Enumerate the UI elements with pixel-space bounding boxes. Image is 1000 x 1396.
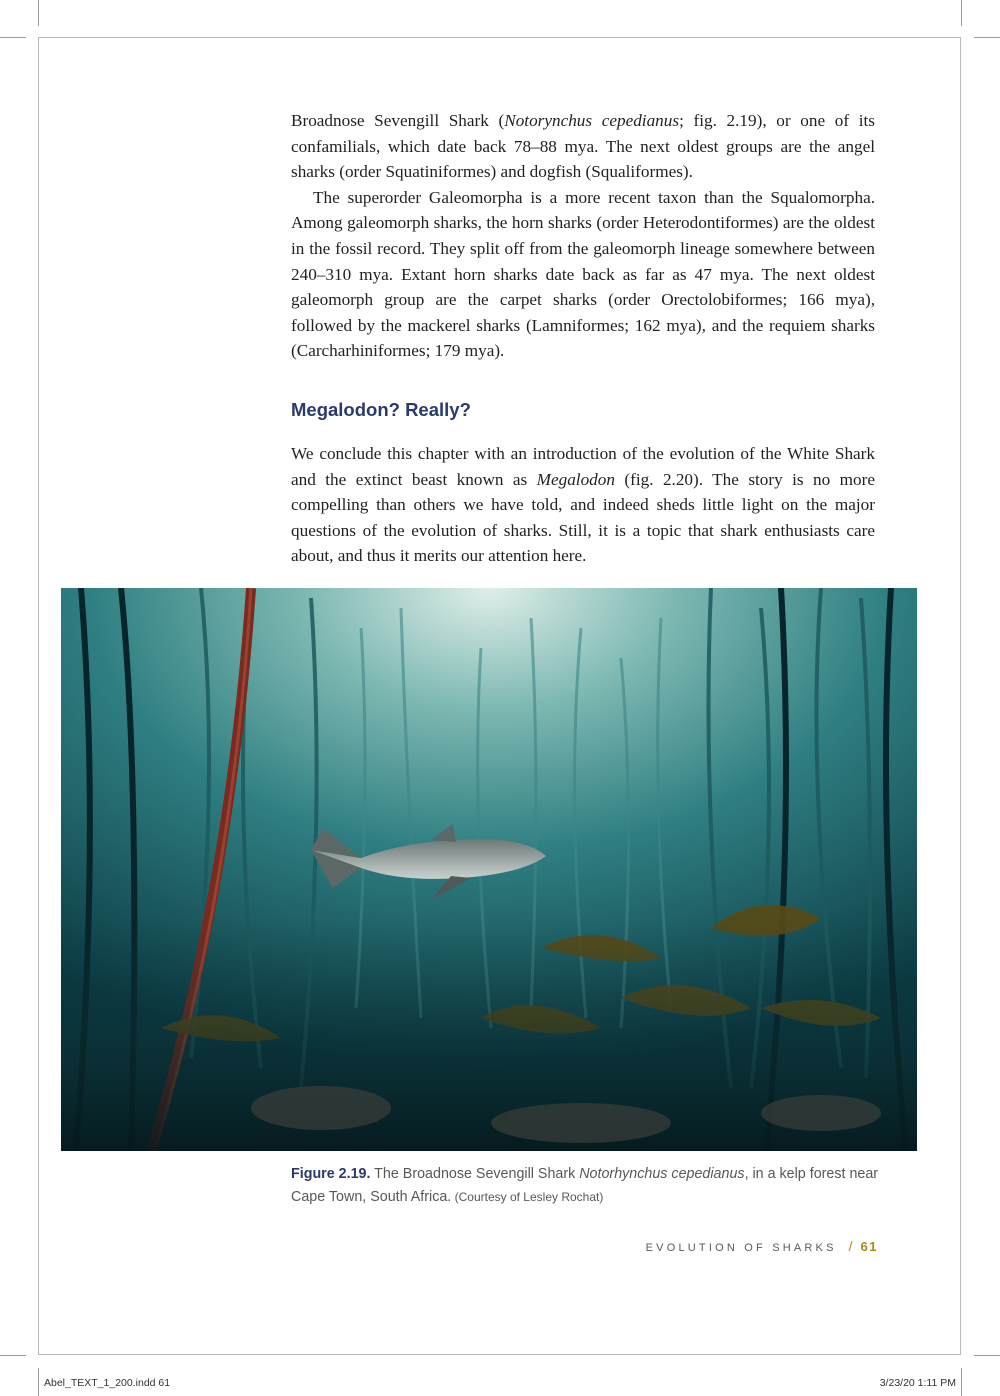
paragraph-2: The superorder Galeomorpha is a more recent taxon than the Squalomorpha. Among galeomorph sharks, the horn sharks (order Heterodontiformes) are the oldest in the fossil record. They split off from the galeomorph lineage somewhere between 240–310 mya. Extant horn sharks date back as far as 47 mya. The next oldest galeomorph group are the carpet sharks (order Orectolobiformes; 166 mya), followed by the mackerel sharks (Lamniformes; 162 mya), and the requiem sharks (Carcharhiniformes; 179 mya).	[291, 187, 875, 361]
para3-text-b: (fig. 2.20). The story is no more compelling than others we have told, and indeed sheds little light on the major questions of the evolution of sharks. Still, it is a topic that shark enthusiasts care about, and thus it merits our attention here.	[291, 469, 875, 566]
running-foot-separator: /	[848, 1238, 853, 1254]
para1-species: Notorynchus cepedianus	[504, 111, 680, 130]
crop-mark	[0, 37, 26, 38]
crop-mark	[974, 37, 1000, 38]
crop-mark	[961, 0, 962, 26]
kelp-forest-illustration	[61, 588, 917, 1151]
caption-text-a: The Broadnose Sevengill Shark	[370, 1166, 580, 1182]
body-text-section	[291, 441, 875, 569]
kelp-forest-photo	[61, 588, 917, 1151]
page-number: 61	[860, 1239, 878, 1254]
para3-text-a: We conclude this chapter with an introduction of the evolution of the White Shark and the extinct beast known as	[291, 444, 875, 489]
crop-mark	[961, 1368, 962, 1396]
caption-text-b: , in a kelp forest near Cape Town, South Africa.	[291, 1166, 879, 1205]
body-text-top	[291, 108, 875, 364]
running-foot-title: EVOLUTION OF SHARKS	[645, 1242, 837, 1254]
running-foot	[560, 1238, 878, 1254]
paragraph-1	[291, 108, 875, 185]
caption-credit: (Courtesy of Lesley Rochat)	[451, 1189, 604, 1204]
para1-text-b: ; fig. 2.19), or one of its confamilials, which date back 78–88 mya. The next oldest groups are the angel sharks (order Squatiniformes) and dogfish (Squaliformes).	[291, 111, 875, 182]
caption-species: Notorhynchus cepedianus	[579, 1166, 745, 1182]
crop-mark	[38, 0, 39, 26]
crop-mark	[38, 1368, 39, 1396]
crop-mark	[974, 1355, 1000, 1356]
crop-mark	[0, 1355, 26, 1356]
para3-megalodon: Megalodon	[536, 469, 615, 489]
paragraph-3	[291, 441, 875, 569]
slug-timestamp: 3/23/20 1:11 PM	[879, 1377, 956, 1389]
slug-file: Abel_TEXT_1_200.indd 61	[44, 1377, 171, 1389]
figure-caption	[291, 1163, 891, 1208]
figure-label: Figure 2.19.	[291, 1166, 371, 1182]
section-heading: Megalodon? Really?	[291, 399, 471, 420]
para1-text-a: Broadnose Sevengill Shark (	[291, 111, 505, 130]
